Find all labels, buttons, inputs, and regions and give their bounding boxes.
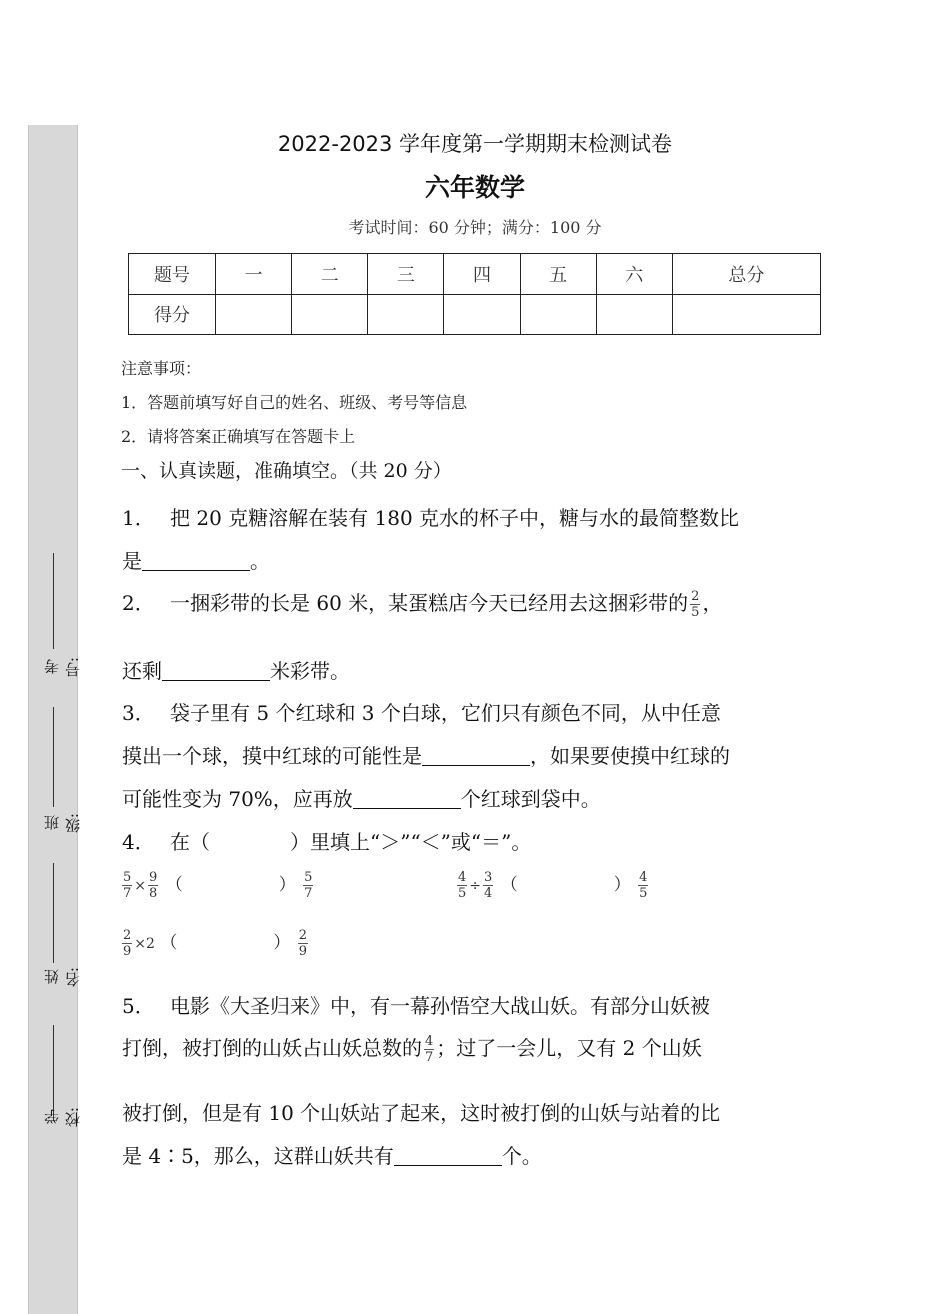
- operator: ÷: [469, 878, 482, 894]
- denominator: 5: [691, 605, 700, 620]
- header-cell: 三: [368, 254, 444, 295]
- question-text: 米彩带。: [270, 659, 350, 683]
- fraction: [298, 928, 308, 959]
- denominator: 7: [123, 886, 132, 901]
- score-cell[interactable]: [672, 294, 820, 335]
- denominator: 9: [123, 944, 132, 959]
- fraction: [690, 589, 700, 620]
- question-text: 电影《大圣归来》中，有一幕孙悟空大战山妖。有部分山妖被: [170, 994, 710, 1018]
- question-text: ，如果要使摸中红球的: [530, 744, 730, 768]
- binding-margin: [28, 125, 82, 1314]
- question-2-line2: [122, 655, 350, 684]
- score-row-label: 得分: [129, 294, 216, 335]
- numerator: 9: [149, 870, 158, 885]
- paren-left: （: [165, 875, 183, 895]
- notes-heading: 注意事项：: [121, 359, 202, 378]
- numerator: 4: [639, 870, 648, 885]
- numerator: 2: [691, 589, 700, 604]
- numerator: 5: [304, 870, 313, 885]
- question-text: ，: [702, 591, 723, 615]
- question-text: 还剩: [122, 659, 162, 683]
- question-text: 是: [122, 549, 142, 573]
- fraction: [424, 1034, 434, 1065]
- denominator: 8: [149, 886, 158, 901]
- answer-blank[interactable]: [422, 745, 530, 766]
- operator: ×: [134, 878, 147, 894]
- answer-blank[interactable]: [353, 788, 461, 809]
- question-5-line4: [122, 1140, 542, 1169]
- operator: ×2: [134, 936, 155, 952]
- fraction: [483, 870, 493, 901]
- question-number: 1．: [122, 506, 155, 530]
- score-cell[interactable]: [444, 294, 520, 335]
- denominator: 5: [639, 886, 648, 901]
- question-text: 打倒，被打倒的山妖占山妖总数的: [122, 1036, 422, 1060]
- numerator: 3: [484, 870, 493, 885]
- question-1-line2: [122, 545, 270, 574]
- score-table: [128, 253, 821, 335]
- header-cell: 四: [444, 254, 520, 295]
- fraction: [457, 870, 467, 901]
- question-text: 摸出一个球，摸中红球的可能性是: [122, 744, 422, 768]
- question-5-line2: [122, 1032, 702, 1065]
- paren-left: （: [160, 933, 178, 953]
- question-text: 个红球到袋中。: [460, 787, 601, 811]
- score-cell[interactable]: [216, 294, 292, 335]
- answer-blank[interactable]: [394, 1145, 502, 1166]
- notes-item: 2．请将答案正确填写在答题卡上: [121, 427, 356, 446]
- school-label: 学校:: [43, 1107, 82, 1128]
- header-cell: 五: [520, 254, 596, 295]
- numerator: 2: [298, 928, 308, 943]
- score-cell[interactable]: [596, 294, 672, 335]
- header-cell: 一: [216, 254, 292, 295]
- question-3-line2: [122, 740, 730, 769]
- question-text: 被打倒，但是有 10 个山妖站了起来，这时被打倒的山妖与站着的比: [122, 1101, 721, 1125]
- denominator: 7: [425, 1050, 434, 1065]
- question-4: [122, 826, 531, 855]
- score-cell[interactable]: [520, 294, 596, 335]
- denominator: 7: [304, 886, 313, 901]
- question-2: [122, 587, 722, 620]
- question-text: 一捆彩带的长是 60 米，某蛋糕店今天已经用去这捆彩带的: [170, 591, 689, 615]
- id-line: [53, 553, 54, 649]
- question-3: [122, 697, 721, 726]
- numerator: 5: [123, 870, 132, 885]
- notes-item: 1．答题前填写好自己的姓名、班级、考号等信息: [121, 393, 468, 412]
- question-text: 可能性变为 70%，应再放: [122, 787, 353, 811]
- question-5-line3: [122, 1097, 720, 1126]
- answer-blank[interactable]: [162, 660, 270, 681]
- question-text: 在（ ）里填上“＞”“＜”或“＝”。: [170, 830, 532, 854]
- paren-left: （: [500, 875, 518, 895]
- question-5: [122, 990, 710, 1019]
- denominator: 9: [298, 944, 308, 959]
- question-text: ；过了一会儿，又有 2 个山妖: [436, 1036, 702, 1060]
- score-cell[interactable]: [368, 294, 444, 335]
- question-3-line3: [122, 783, 601, 812]
- section-title: 一、认真读题，准确填空。（共 20 分）: [121, 460, 452, 482]
- answer-blank[interactable]: [142, 550, 250, 571]
- comparison-item-1: [120, 870, 315, 901]
- numerator: 4: [425, 1034, 434, 1049]
- question-1: [122, 502, 739, 531]
- header-cell: 题号: [129, 254, 216, 295]
- name-line: [53, 863, 54, 963]
- header-cell: 总分: [672, 254, 820, 295]
- question-text: 是 4∶5，那么，这群山妖共有: [122, 1144, 394, 1168]
- fraction: [122, 928, 132, 959]
- denominator: 5: [458, 886, 467, 901]
- score-row: [129, 294, 821, 335]
- comparison-item-3: [120, 928, 310, 959]
- numerator: 4: [458, 870, 467, 885]
- id-label: 考号:: [43, 657, 82, 678]
- denominator: 4: [484, 886, 493, 901]
- numerator: 2: [123, 928, 132, 943]
- fraction: [303, 870, 313, 901]
- question-number: 5．: [122, 994, 155, 1018]
- question-number: 2．: [122, 591, 155, 615]
- exam-title: 2022-2023 学年度第一学期期末检测试卷: [277, 132, 673, 156]
- question-number: 4．: [122, 830, 155, 854]
- question-text: 个。: [501, 1144, 542, 1168]
- header-cell: 六: [596, 254, 672, 295]
- paren-right: ）: [273, 933, 291, 953]
- paren-right: ）: [278, 875, 296, 895]
- subject-title: 六年数学: [424, 173, 525, 202]
- question-text: 。: [250, 549, 270, 573]
- comparison-item-2: [455, 870, 650, 901]
- header-cell: 二: [292, 254, 368, 295]
- fraction: [148, 870, 158, 901]
- paren-right: ）: [613, 875, 631, 895]
- name-label: 姓名:: [43, 967, 82, 988]
- notes: [121, 352, 467, 454]
- score-cell[interactable]: [292, 294, 368, 335]
- exam-info: 考试时间：60 分钟；满分：100 分: [348, 218, 602, 237]
- question-text: 袋子里有 5 个红球和 3 个白球，它们只有颜色不同，从中任意: [170, 701, 721, 725]
- score-header-row: [129, 254, 821, 295]
- class-label: 班级:: [43, 813, 82, 834]
- question-number: 3．: [122, 701, 155, 725]
- fraction: [638, 870, 648, 901]
- fraction: [122, 870, 132, 901]
- class-line: [53, 707, 54, 807]
- question-text: 把 20 克糖溶解在装有 180 克水的杯子中，糖与水的最简整数比: [170, 506, 740, 530]
